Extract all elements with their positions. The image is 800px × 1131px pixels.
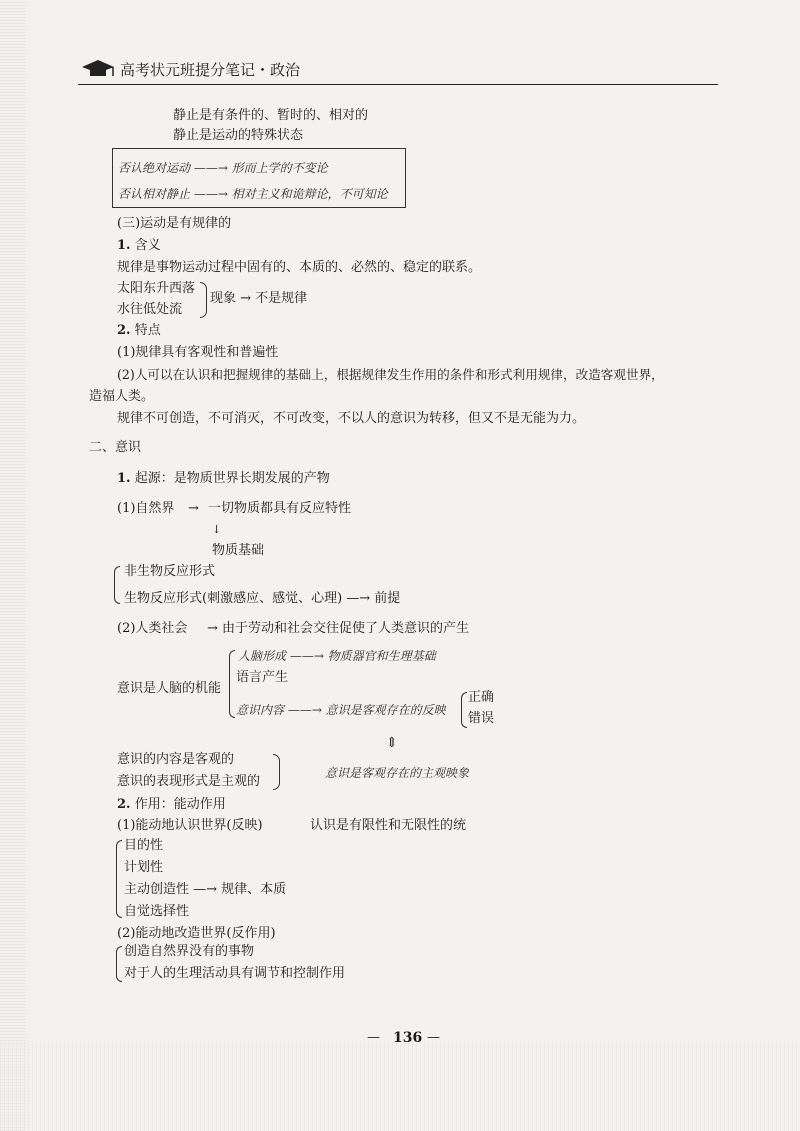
- law-meaning-heading: [117, 238, 161, 254]
- header-logo-icon: [80, 58, 116, 80]
- reaction-forms-brace: [114, 566, 120, 604]
- subjective-form: 意识的表现形式是主观的: [117, 774, 261, 789]
- static-special-state-line: 静止是运动的特殊状态: [173, 128, 304, 143]
- double-arrow: ⇕: [386, 735, 398, 751]
- law-heading: (三)运动是有规律的: [117, 216, 232, 231]
- scan-bottom-noise: [0, 1041, 800, 1131]
- brain-formed: 人脑形成 ——→ 物质器官和生理基础: [238, 649, 436, 663]
- society-text: 由于劳动和社会交往促使了人类意识的产生: [222, 621, 470, 636]
- subjective-image-brace: [273, 754, 280, 790]
- society-arrow: →: [207, 621, 218, 636]
- origin-number: 1.: [117, 471, 131, 486]
- know-world-note: 认识是有限性和无限性的统: [310, 818, 467, 833]
- brain-function-label: 意识是人脑的机能: [117, 681, 222, 696]
- property-purpose: 目的性: [124, 838, 164, 853]
- law-meaning-title: 含义: [134, 238, 161, 253]
- consciousness-heading: 二、意识: [89, 440, 142, 455]
- regulate-physiology: 对于人的生理活动具有调节和控制作用: [124, 966, 346, 981]
- denial-absolute-motion: 否认绝对运动 ——→ 形而上学的不变论: [118, 161, 328, 175]
- transform-world: (2)能动地改造世界(反作用): [117, 926, 276, 941]
- nonbiological-reaction: 非生物反应形式: [124, 564, 216, 579]
- property-creative: 主动创造性 —→ 规律、本质: [124, 882, 287, 897]
- origin-heading: [117, 471, 330, 487]
- law-definition: 规律是事物运动过程中固有的、本质的、必然的、稳定的联系。: [117, 260, 482, 275]
- role-number: 2.: [117, 797, 131, 812]
- material-basis: 物质基础: [212, 543, 265, 558]
- wrong-label: 错误: [468, 711, 495, 726]
- law-features-heading: [117, 323, 161, 339]
- correct-label: 正确: [468, 690, 495, 705]
- down-arrow: ↓: [212, 523, 222, 536]
- know-world: (1)能动地认识世界(反映): [117, 818, 263, 833]
- example-sun: 太阳东升西落: [117, 281, 196, 296]
- header-title: 高考状元班提分笔记・政治: [120, 61, 301, 79]
- law-features-title: 特点: [134, 323, 161, 338]
- correctness-brace: [461, 692, 467, 728]
- properties-brace: [116, 840, 122, 918]
- static-conditional-line: 静止是有条件的、暂时的、相对的: [173, 108, 369, 123]
- example-water: 水往低处流: [117, 302, 183, 317]
- role-title: 作用：能动作用: [134, 797, 226, 812]
- objective-content: 意识的内容是客观的: [117, 752, 235, 767]
- property-selective: 自觉选择性: [124, 904, 190, 919]
- brain-function-brace: [229, 650, 235, 718]
- property-plan: 计划性: [124, 860, 164, 875]
- nature-arrow: →: [188, 501, 199, 516]
- feature-objective: (1)规律具有客观性和普遍性: [117, 345, 279, 360]
- nature-reaction: 一切物质都具有反应特性: [208, 501, 352, 516]
- denial-relative-rest: 否认相对静止 ——→ 相对主义和诡辩论，不可知论: [118, 187, 388, 201]
- biological-reaction: 生物反应形式(刺激感应、感觉、心理) —→ 前提: [124, 591, 401, 606]
- page-number: 136: [393, 1030, 423, 1046]
- law-features-number: 2.: [117, 323, 131, 338]
- nature-label: (1)自然界: [117, 501, 175, 516]
- feature-use-law: (2)人可以在认识和把握规律的基础上，根据规律发生作用的条件和形式利用规律，改造客观世界，: [117, 367, 664, 382]
- header-rule: [78, 84, 718, 85]
- subjective-image: 意识是客观存在的主观映象: [325, 766, 470, 780]
- scan-edge-noise: [0, 0, 26, 1131]
- page-number-dash-left: —: [367, 1030, 380, 1045]
- role-heading: [117, 797, 226, 813]
- phenomenon-note: 现象 → 不是规律: [210, 291, 308, 306]
- create-things: 创造自然界没有的事物: [124, 944, 255, 959]
- examples-brace: [200, 282, 207, 318]
- consciousness-content: 意识内容 ——→ 意识是客观存在的反映: [236, 703, 446, 717]
- origin-title: 起源：是物质世界长期发展的产物: [134, 471, 330, 486]
- feature-use-law-cont: 造福人类。: [89, 389, 155, 404]
- law-summary: 规律不可创造，不可消灭，不可改变，不以人的意识为转移，但又不是无能为力。: [117, 411, 586, 426]
- society-label: (2)人类社会: [117, 621, 188, 636]
- law-meaning-number: 1.: [117, 238, 131, 253]
- transform-brace: [116, 946, 122, 982]
- page-number-dash-right: —: [427, 1030, 440, 1045]
- language-emerged: 语言产生: [236, 670, 289, 685]
